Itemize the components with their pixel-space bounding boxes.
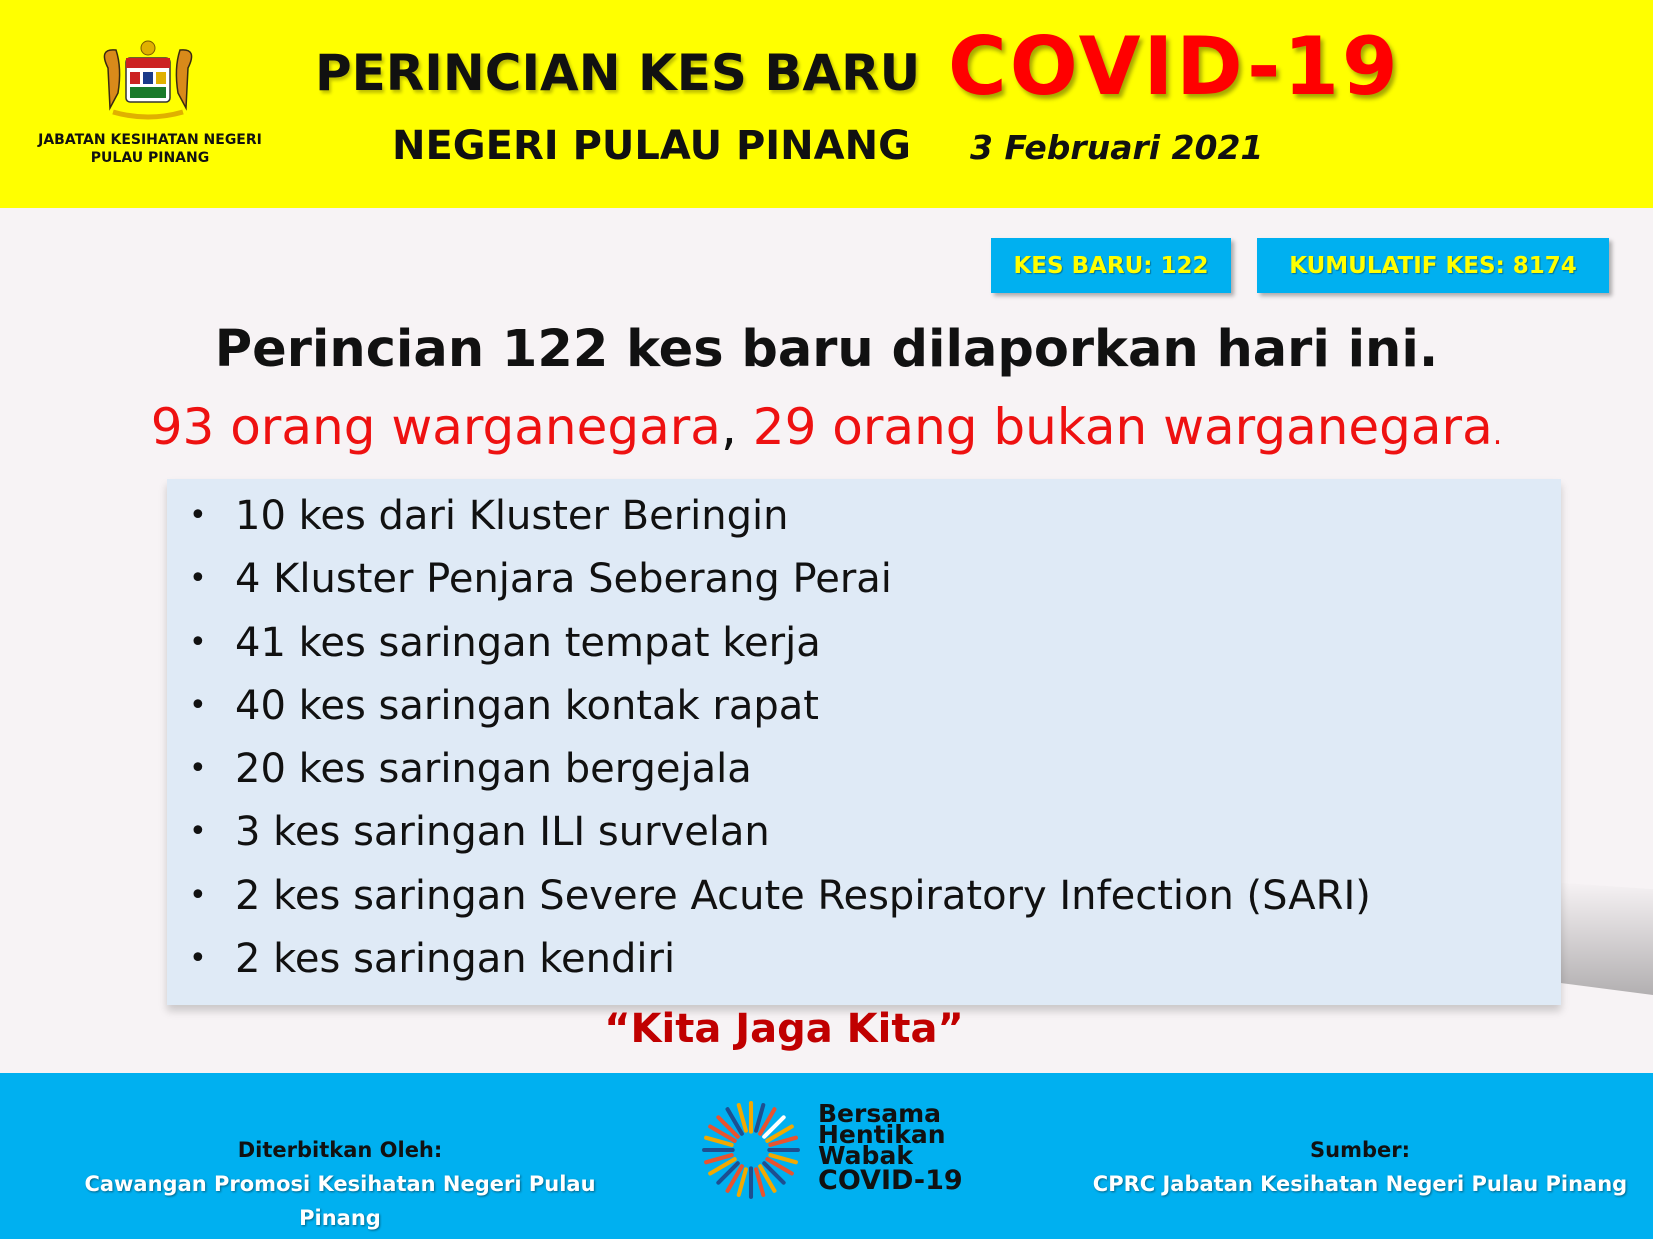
bullet-icon: • xyxy=(189,941,207,977)
list-item-text: 41 kes saringan tempat kerja xyxy=(235,619,821,666)
agency-line-2: PULAU PINANG xyxy=(90,150,210,166)
citizens-count: 93 orang warganegara xyxy=(150,398,721,456)
list-item-text: 2 kes saringan kendiri xyxy=(235,936,676,983)
report-date: 3 Februari 2021 xyxy=(970,128,1264,167)
agency-name xyxy=(20,131,280,167)
header-banner xyxy=(0,0,1653,208)
publisher-name: Cawangan Promosi Kesihatan Negeri Pulau Pinang xyxy=(84,1172,596,1230)
starburst-logo-icon xyxy=(700,1099,802,1201)
publisher-label: Diterbitkan Oleh: xyxy=(237,1138,443,1162)
page-title: PERINCIAN KES BARU xyxy=(315,44,921,102)
footer-banner xyxy=(0,1073,1653,1239)
bullet-icon: • xyxy=(189,814,207,850)
bullet-icon: • xyxy=(189,687,207,723)
bullet-icon: • xyxy=(189,624,207,660)
bullet-icon: • xyxy=(189,877,207,913)
agency-line-1: JABATAN KESIHATAN NEGERI xyxy=(38,132,262,148)
cumulative-cases-badge: KUMULATIF KES: 8174 xyxy=(1257,238,1609,293)
list-item-text: 3 kes saringan ILI survelan xyxy=(235,809,770,856)
list-item-text: 20 kes saringan bergejala xyxy=(235,746,752,793)
list-item-text: 40 kes saringan kontak rapat xyxy=(235,682,819,729)
bullet-icon: • xyxy=(189,561,207,597)
state-subtitle: NEGERI PULAU PINANG xyxy=(392,123,911,169)
case-details-panel xyxy=(167,479,1561,1005)
separator-comma: , xyxy=(720,398,737,456)
campaign-line-2: Hentikan xyxy=(818,1120,946,1149)
summary-headline: Perincian 122 kes baru dilaporkan hari ini. xyxy=(214,320,1439,379)
list-item-text: 2 kes saringan Severe Acute Respiratory Infection (SARI) xyxy=(235,872,1371,919)
citizenship-breakdown xyxy=(0,398,1653,456)
campaign-line-4: COVID-19 xyxy=(818,1165,963,1196)
list-item-text: 4 Kluster Penjara Seberang Perai xyxy=(235,556,892,603)
slogan: “Kita Jaga Kita” xyxy=(604,1006,964,1052)
publisher-block xyxy=(40,1133,640,1235)
covid-title: COVID-19 xyxy=(948,20,1401,113)
campaign-line-3: Wabak xyxy=(818,1141,913,1170)
coat-of-arms-icon xyxy=(88,38,208,123)
bullet-icon: • xyxy=(189,498,207,533)
campaign-logo-text xyxy=(818,1099,963,1196)
separator-dot: . xyxy=(1492,417,1503,452)
bullet-icon: • xyxy=(189,751,207,787)
campaign-line-1: Bersama xyxy=(818,1099,942,1128)
source-block xyxy=(1090,1133,1630,1201)
source-name: CPRC Jabatan Kesihatan Negeri Pulau Pinang xyxy=(1092,1172,1628,1196)
source-label: Sumber: xyxy=(1310,1138,1410,1162)
non-citizens-count: 29 orang bukan warganegara xyxy=(752,398,1493,456)
list-item-text: 10 kes dari Kluster Beringin xyxy=(235,493,789,539)
new-cases-badge: KES BARU: 122 xyxy=(991,238,1231,293)
